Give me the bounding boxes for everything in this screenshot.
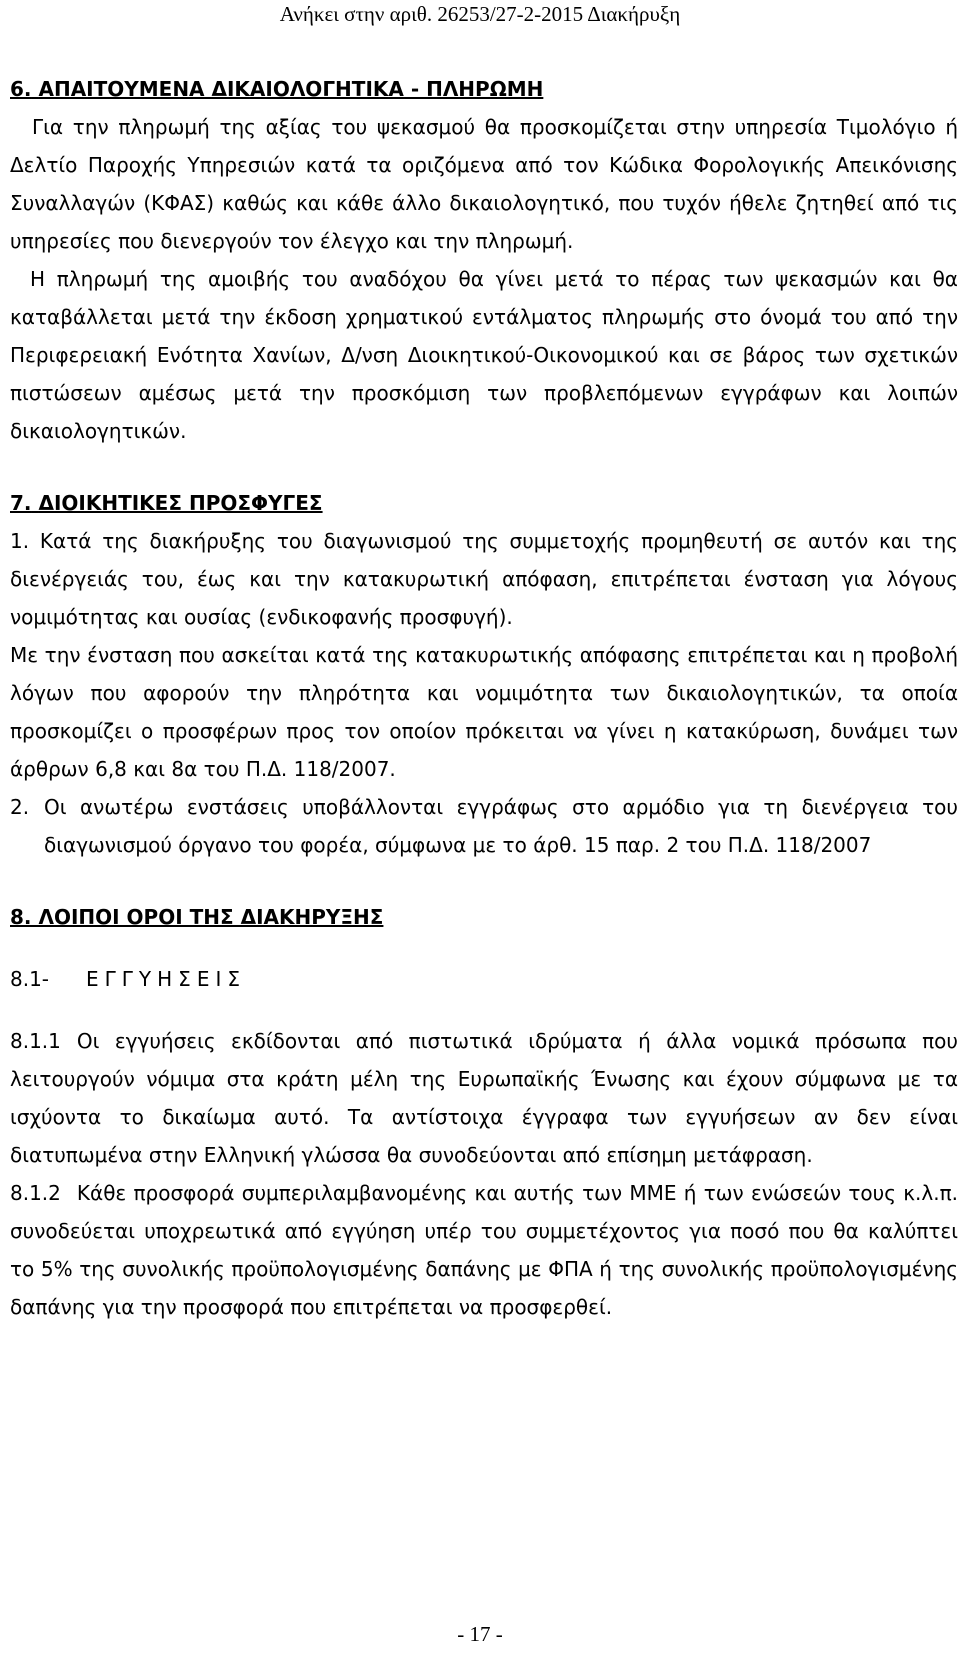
section-7-heading <box>10 484 958 522</box>
section-7-paragraph-2: Με την ένσταση που ασκείται κατά της κατακυρωτικής απόφασης επιτρέπεται και η προβολή λόγων που αφορούν την πληρότητα και νομιμότητα των δικαιολογητικών, τα οποία προσκομίζει ο προσφέρων προς τον οποίον πρόκειται να γίνει η κατακύρωση, δυνάμει των άρθρων 6,8 και 8α του Π.Δ. 118/2007. <box>10 643 958 781</box>
section-6-number: 6. <box>10 77 32 101</box>
paragraph-8-1-2-text: Κάθε προσφορά συμπεριλαμβανομένης και αυτής των ΜΜΕ ή των ενώσεών τους κ.λ.π. συνοδεύεται υποχρεωτικά από εγγύηση υπέρ του συμμετέχοντος για ποσό που θα καλύπτει το 5% της συνολικής προϋπολογισμένης δαπάνης με ΦΠΑ ή της συνολικής προϋπολογισμένης δαπάνης για την προσφορά που επιτρέπεται να προσφερθεί. <box>10 1181 958 1319</box>
paragraph-8-1-1 <box>10 1022 958 1174</box>
subsection-8-1-heading <box>10 960 958 998</box>
page-header: Ανήκει στην αριθ. 26253/27-2-2015 Διακήρυξη <box>279 2 681 26</box>
section-7-number: 7. <box>10 491 32 515</box>
subsection-8-1-number: 8.1- <box>10 967 50 991</box>
section-6-paragraph-1: Για την πληρωμή της αξίας του ψεκασμού θα προσκομίζεται στην υπηρεσία Τιμολόγιο ή Δελτίο Παροχής Υπηρεσιών κατά τα οριζόμενα από τον Κώδικα Φορολογικής Απεικόνισης Συναλλαγών (ΚΦΑΣ) καθώς και κάθε άλλο δικαιολογητικό, που τυχόν ήθελε ζητηθεί από τις υπηρεσίες που διενεργούν τον έλεγχο και την πληρωμή. <box>10 115 958 253</box>
section-8-heading: 8. ΛΟΙΠΟΙ ΟΡΟΙ ΤΗΣ ΔΙΑΚΗΡΥΞΗΣ <box>10 905 384 929</box>
paragraph-8-1-1-text: Οι εγγυήσεις εκδίδονται από πιστωτικά ιδρύματα ή άλλα νομικά πρόσωπα που λειτουργούν νόμιμα στα κράτη μέλη της Ευρωπαϊκής Ένωσης και έχουν σύμφωνα με τα ισχύοντα το δικαίωμα αυτό. Τα αντίστοιχα έγγραφα των εγγυήσεων αν δεν είναι διατυπωμένα στην Ελληνική γλώσσα θα συνοδεύονται από επίσημη μετάφραση. <box>10 1029 958 1167</box>
section-6-title: ΑΠΑΙΤΟΥΜΕΝΑ ΔΙΚΑΙΟΛΟΓΗΤΙΚΑ - ΠΛΗΡΩΜΗ <box>38 77 544 101</box>
section-6-heading <box>10 70 958 108</box>
section-6-paragraph-2: Η πληρωμή της αμοιβής του αναδόχου θα γίνει μετά το πέρας των ψεκασμών και θα καταβάλλεται μετά την έκδοση χρηματικού εντάλματος πληρωμής στο όνομά του από την Περιφερειακή Ενότητα Χανίων, Δ/νση Διοικητικού-Οικονομικού και σε βάρος των σχετικών πιστώσεων αμέσως μετά την προσκόμιση των προβλεπόμενων εγγράφων και λοιπών δικαιολογητικών. <box>10 267 958 443</box>
section-7-title: ΔΙΟΙΚΗΤΙΚΕΣ ΠΡΟΣΦΥΓΕΣ <box>38 491 323 515</box>
paragraph-8-1-2-number: 8.1.2 <box>10 1181 61 1205</box>
paragraph-8-1-1-number: 8.1.1 <box>10 1029 61 1053</box>
paragraph-8-1-2 <box>10 1174 958 1326</box>
section-7-item-2 <box>10 788 958 864</box>
document-body <box>10 70 958 1326</box>
subsection-8-1-title: ΕΓΓΥΗΣΕΙΣ <box>86 967 246 991</box>
page-number: - 17 - <box>457 1622 503 1646</box>
section-7-item-2-text: Οι ανωτέρω ενστάσεις υποβάλλονται εγγράφως στο αρμόδιο για τη διενέργεια του διαγωνισμού όργανο του φορέα, σύμφωνα με το άρθ. 15 παρ. 2 του Π.Δ. 118/2007 <box>44 795 958 857</box>
section-7-paragraph-1: 1. Κατά της διακήρυξης του διαγωνισμού της συμμετοχής προμηθευτή σε αυτόν και της διενέργειάς του, έως και την κατακυρωτική απόφαση, επιτρέπεται ένσταση για λόγους νομιμότητας και ουσίας (ενδικοφανής προσφυγή). <box>10 529 958 629</box>
section-7-item-2-number: 2. <box>10 795 30 819</box>
